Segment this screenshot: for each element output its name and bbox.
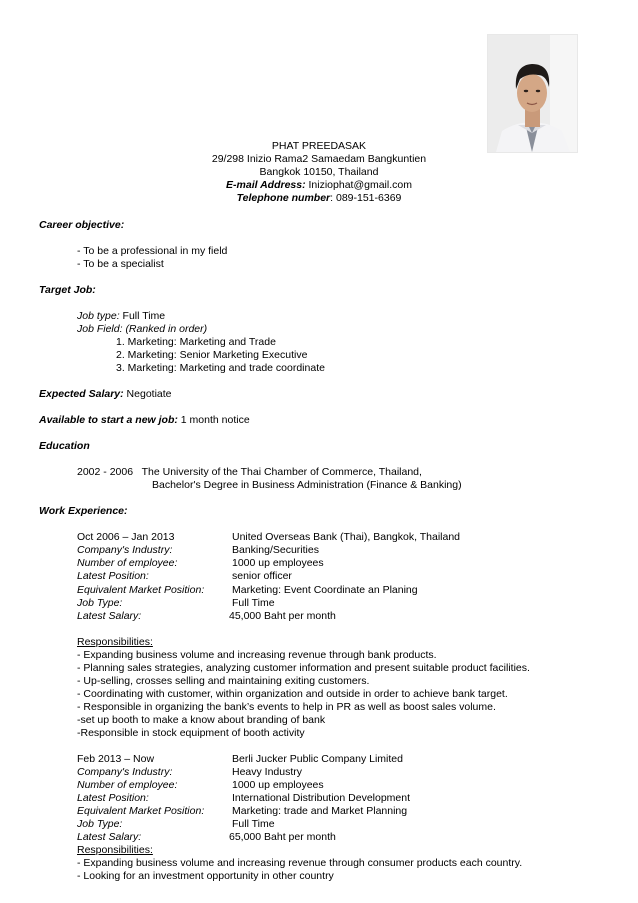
responsibility-item: - Expanding business volume and increasing revenue through consumer products each country.: [77, 857, 523, 869]
job-type-value: Full Time: [232, 818, 275, 830]
industry-label: Company's Industry:: [77, 766, 173, 778]
career-item: - To be a specialist: [77, 258, 164, 270]
responsibility-item: -Responsible in stock equipment of booth activity: [77, 727, 305, 739]
email-label: E-mail Address:: [226, 179, 306, 191]
job-period: Oct 2006 – Jan 2013: [77, 531, 175, 543]
career-objective-heading: Career objective:: [39, 219, 125, 231]
responsibility-item: - Responsible in organizing the bank’s events to help in PR as well as boost sales volume.: [77, 701, 496, 713]
industry-label: Company's Industry:: [77, 544, 173, 556]
position-label: Latest Position:: [77, 570, 149, 582]
responsibility-item: - Up-selling, crosses selling and maintaining exiting customers.: [77, 675, 370, 687]
phone-line: [0, 192, 638, 205]
salary-value: 65,000 Baht per month: [229, 831, 336, 843]
job-period: Feb 2013 – Now: [77, 753, 155, 765]
work-experience-heading: Work Experience:: [39, 505, 128, 517]
responsibility-item: - Looking for an investment opportunity in other country: [77, 870, 334, 882]
position-label: Latest Position:: [77, 792, 149, 804]
availability-label: Available to start a new job:: [39, 414, 178, 426]
responsibilities-label: Responsibilities:: [77, 636, 153, 648]
address-line-2: Bangkok 10150, Thailand: [259, 166, 379, 178]
position-value: senior officer: [232, 570, 292, 582]
job-field-item: 2. Marketing: Senior Marketing Executive: [116, 349, 308, 361]
equivalent-label: Equivalent Market Position:: [77, 584, 205, 596]
profile-photo-illustration: [488, 35, 577, 152]
education-heading: Education: [39, 440, 90, 452]
responsibilities-label: Responsibilities:: [77, 844, 153, 856]
job-company: Berli Jucker Public Company Limited: [232, 753, 403, 765]
job-type-label: Job type:: [77, 310, 120, 322]
job-type-value: Full Time: [119, 310, 166, 322]
contact-header: [0, 140, 638, 205]
job-type-value: Full Time: [232, 597, 275, 609]
job-type-line: [77, 310, 165, 323]
responsibility-item: - Coordinating with customer, within organization and outside in order to achieve bank target.: [77, 688, 508, 700]
expected-salary-line: [39, 388, 172, 401]
career-item: - To be a professional in my field: [77, 245, 228, 257]
job-type-label: Job Type:: [77, 818, 123, 830]
job-type-label: Job Type:: [77, 597, 123, 609]
position-value: International Distribution Development: [232, 792, 411, 804]
employees-label: Number of employee:: [77, 779, 178, 791]
target-job-heading: Target Job:: [39, 284, 96, 296]
responsibility-item: - Expanding business volume and increasing revenue through bank products.: [77, 649, 437, 661]
candidate-name: PHAT PREEDASAK: [271, 140, 367, 152]
salary-label: Latest Salary:: [77, 831, 142, 843]
email-line: [0, 179, 638, 192]
salary-label: Latest Salary:: [77, 610, 142, 622]
availability-line: [39, 414, 250, 427]
responsibility-item: -set up booth to make a know about branding of bank: [77, 714, 326, 726]
address-line-1: 29/298 Inizio Rama2 Samaedam Bangkuntien: [211, 153, 427, 165]
expected-salary-label: Expected Salary:: [39, 388, 124, 400]
job-company: United Overseas Bank (Thai), Bangkok, Thailand: [232, 531, 461, 543]
industry-value: Heavy Industry: [232, 766, 303, 778]
education-line-2: Bachelor's Degree in Business Administration (Finance & Banking): [152, 479, 462, 491]
employees-value: 1000 up employees: [232, 557, 324, 569]
employees-value: 1000 up employees: [232, 779, 324, 791]
job-field-item: 3. Marketing: Marketing and trade coordinate: [116, 362, 325, 374]
phone-label: Telephone number: [236, 192, 331, 204]
job-field-item: 1. Marketing: Marketing and Trade: [116, 336, 276, 348]
phone-value: : 089-151-6369: [330, 192, 402, 204]
availability-value: 1 month notice: [177, 414, 250, 426]
job-field-label: Job Field: (Ranked in order): [77, 323, 208, 335]
profile-photo: [487, 34, 578, 153]
equivalent-value: Marketing: trade and Market Planning: [232, 805, 408, 817]
employees-label: Number of employee:: [77, 557, 178, 569]
expected-salary-value: Negotiate: [123, 388, 172, 400]
email-value: Iniziophat@gmail.com: [305, 179, 412, 191]
equivalent-value: Marketing: Event Coordinate an Planing: [232, 584, 418, 596]
salary-value: 45,000 Baht per month: [229, 610, 336, 622]
education-line-1: 2002 - 2006 The University of the Thai Chamber of Commerce, Thailand,: [77, 466, 422, 478]
responsibility-item: - Planning sales strategies, analyzing customer information and present suitable product facilities.: [77, 662, 530, 674]
industry-value: Banking/Securities: [232, 544, 319, 556]
equivalent-label: Equivalent Market Position:: [77, 805, 205, 817]
